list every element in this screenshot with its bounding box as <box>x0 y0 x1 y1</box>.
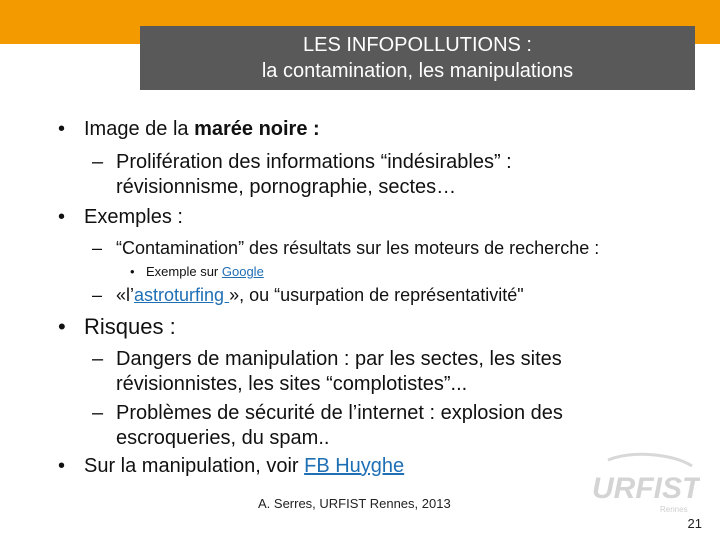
dash-icon: – <box>92 238 103 258</box>
sub-sub-bullet-google <box>146 264 264 279</box>
svg-text:Rennes: Rennes <box>660 505 688 514</box>
bullet-icon: • <box>130 264 135 279</box>
footer-credit: A. Serres, URFIST Rennes, 2013 <box>258 496 451 511</box>
title-line-2: la contamination, les manipulations <box>261 60 574 82</box>
dash-icon: – <box>92 402 104 424</box>
astroturfing-link[interactable]: astroturfing <box>134 285 230 305</box>
bullet-manipulation <box>84 455 404 478</box>
page-number: 21 <box>687 516 702 531</box>
sub-bullet-proliferation: Prolifération des informations “indésirables” : <box>116 151 512 173</box>
bullet-icon: • <box>58 206 66 228</box>
item-text: «l’ <box>116 285 135 305</box>
bullet-icon: • <box>58 455 66 477</box>
bullet-maree-noire <box>84 118 320 141</box>
sub-bullet-astroturfing <box>116 285 524 306</box>
bullet-icon: • <box>58 118 66 140</box>
bullet-icon: • <box>58 314 66 339</box>
urfist-logo <box>588 452 700 522</box>
item-text: », ou “usurpation de représentativité" <box>229 285 524 305</box>
sub-bullet-contamination: “Contamination” des résultats sur les moteurs de recherche : <box>116 238 600 258</box>
dash-icon: – <box>92 348 104 370</box>
dash-icon: – <box>92 285 103 305</box>
svg-text:URFIST: URFIST <box>592 472 700 505</box>
title-line-1: LES INFOPOLLUTIONS : <box>303 34 532 56</box>
sub-bullet-dangers-cont: révisionnistes, les sites “complotistes”... <box>116 373 468 395</box>
sub-bullet-proliferation-cont: révisionnisme, pornographie, sectes… <box>116 176 457 198</box>
bullet-exemples: Exemples : <box>84 206 183 228</box>
sub-bullet-securite: Problèmes de sécurité de l’internet : explosion des <box>116 402 563 424</box>
bullet-bold-text: marée noire : <box>194 118 320 140</box>
fb-huyghe-link[interactable]: FB Huyghe <box>304 455 405 477</box>
sub-bullet-dangers: Dangers de manipulation : par les sectes, les sites <box>116 348 562 370</box>
dash-icon: – <box>92 151 104 173</box>
bullet-risques: Risques : <box>84 314 176 339</box>
sub-bullet-securite-cont: escroqueries, du spam.. <box>116 427 330 449</box>
bullet-text: Image de la <box>84 118 195 140</box>
google-link[interactable]: Google <box>221 264 264 279</box>
item-text: Exemple sur <box>146 264 222 279</box>
bullet-text: Sur la manipulation, voir <box>84 455 305 477</box>
